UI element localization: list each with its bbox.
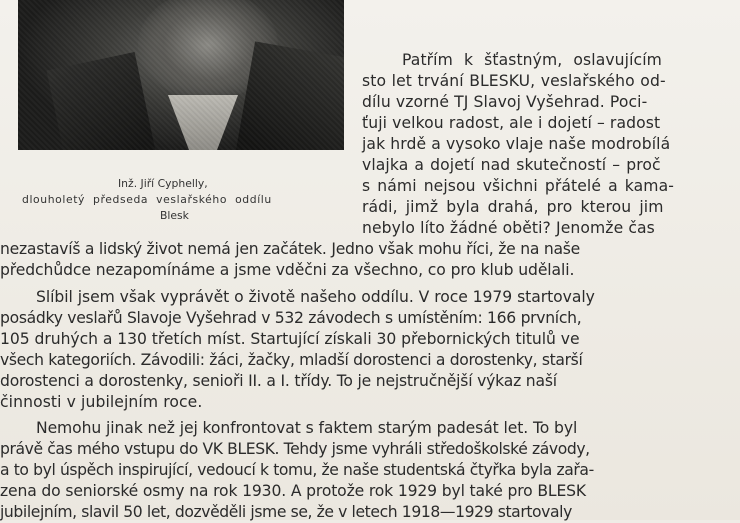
portrait-photo <box>18 0 344 150</box>
article-line: rádi, jimž byla drahá, pro kterou jim <box>362 198 664 216</box>
article-line: nebylo líto žádné oběti? Jenomže čas <box>362 219 655 237</box>
article-line: 105 druhých a 130 třetích míst. Startující získali 30 přebornických titulů ve <box>0 330 580 348</box>
article-line: předchůdce nezapomínáme a jsme vděčni za všechno, co pro klub udělali. <box>0 261 575 279</box>
article-line: s námi nejsou všichni přátelé a kama- <box>362 177 674 195</box>
article-line: všech kategoriích. Závodili: žáci, žačky, mladší dorostenci a dorostenky, starší <box>0 351 583 369</box>
article-line: jak hrdě a vysoko vlaje naše modrobílá <box>362 135 671 153</box>
article-line: činnosti v jubilejním roce. <box>0 393 203 411</box>
article-line: dorostenci a dorostenky, senioři II. a I. třídy. To je nejstručnější výkaz naší <box>0 372 557 390</box>
article-line: Nemohu jinak než jej konfrontovat s faktem starým padesát let. To byl <box>36 419 578 437</box>
article-line: sto let trvání BLESKU, veslařského od- <box>362 72 666 90</box>
photo-caption-line-3: Blesk <box>160 209 189 222</box>
article-line: Slíbil jsem však vyprávět o životě našeho oddílu. V roce 1979 startovaly <box>36 288 595 306</box>
photo-grain <box>18 0 344 150</box>
article-line: jubilejním, slavil 50 let, dozvěděli jsme se, že v letech 1918—1929 startovaly <box>0 503 572 521</box>
article-line: vlajka a dojetí nad skutečností – proč <box>362 156 661 174</box>
article-line: posádky veslařů Slavoje Vyšehrad v 532 závodech s umístěním: 166 prvních, <box>0 309 582 327</box>
article-line: ťuji velkou radost, ale i dojetí – radost <box>362 114 661 132</box>
article-line: a to byl úspěch inspirující, vedoucí k tomu, že naše studentská čtyřka byla zařa- <box>0 461 594 479</box>
article-line: dílu vzorné TJ Slavoj Vyšehrad. Poci- <box>362 93 648 111</box>
article-line: zena do seniorské osmy na rok 1930. A protože rok 1929 byl také pro BLESK <box>0 482 586 500</box>
article-line: právě čas mého vstupu do VK BLESK. Tehdy jsme vyhráli středoškolské závody, <box>0 440 590 458</box>
photo-caption-line-1: Inž. Jiří Cyphelly, <box>118 177 208 190</box>
photo-caption-line-2: dlouholetý předseda veslařského oddílu <box>22 193 272 206</box>
article-line: Patřím k šťastným, oslavujícím <box>402 51 662 69</box>
article-line: nezastavíš a lidský život nemá jen začátek. Jedno však mohu říci, že na naše <box>0 240 581 258</box>
